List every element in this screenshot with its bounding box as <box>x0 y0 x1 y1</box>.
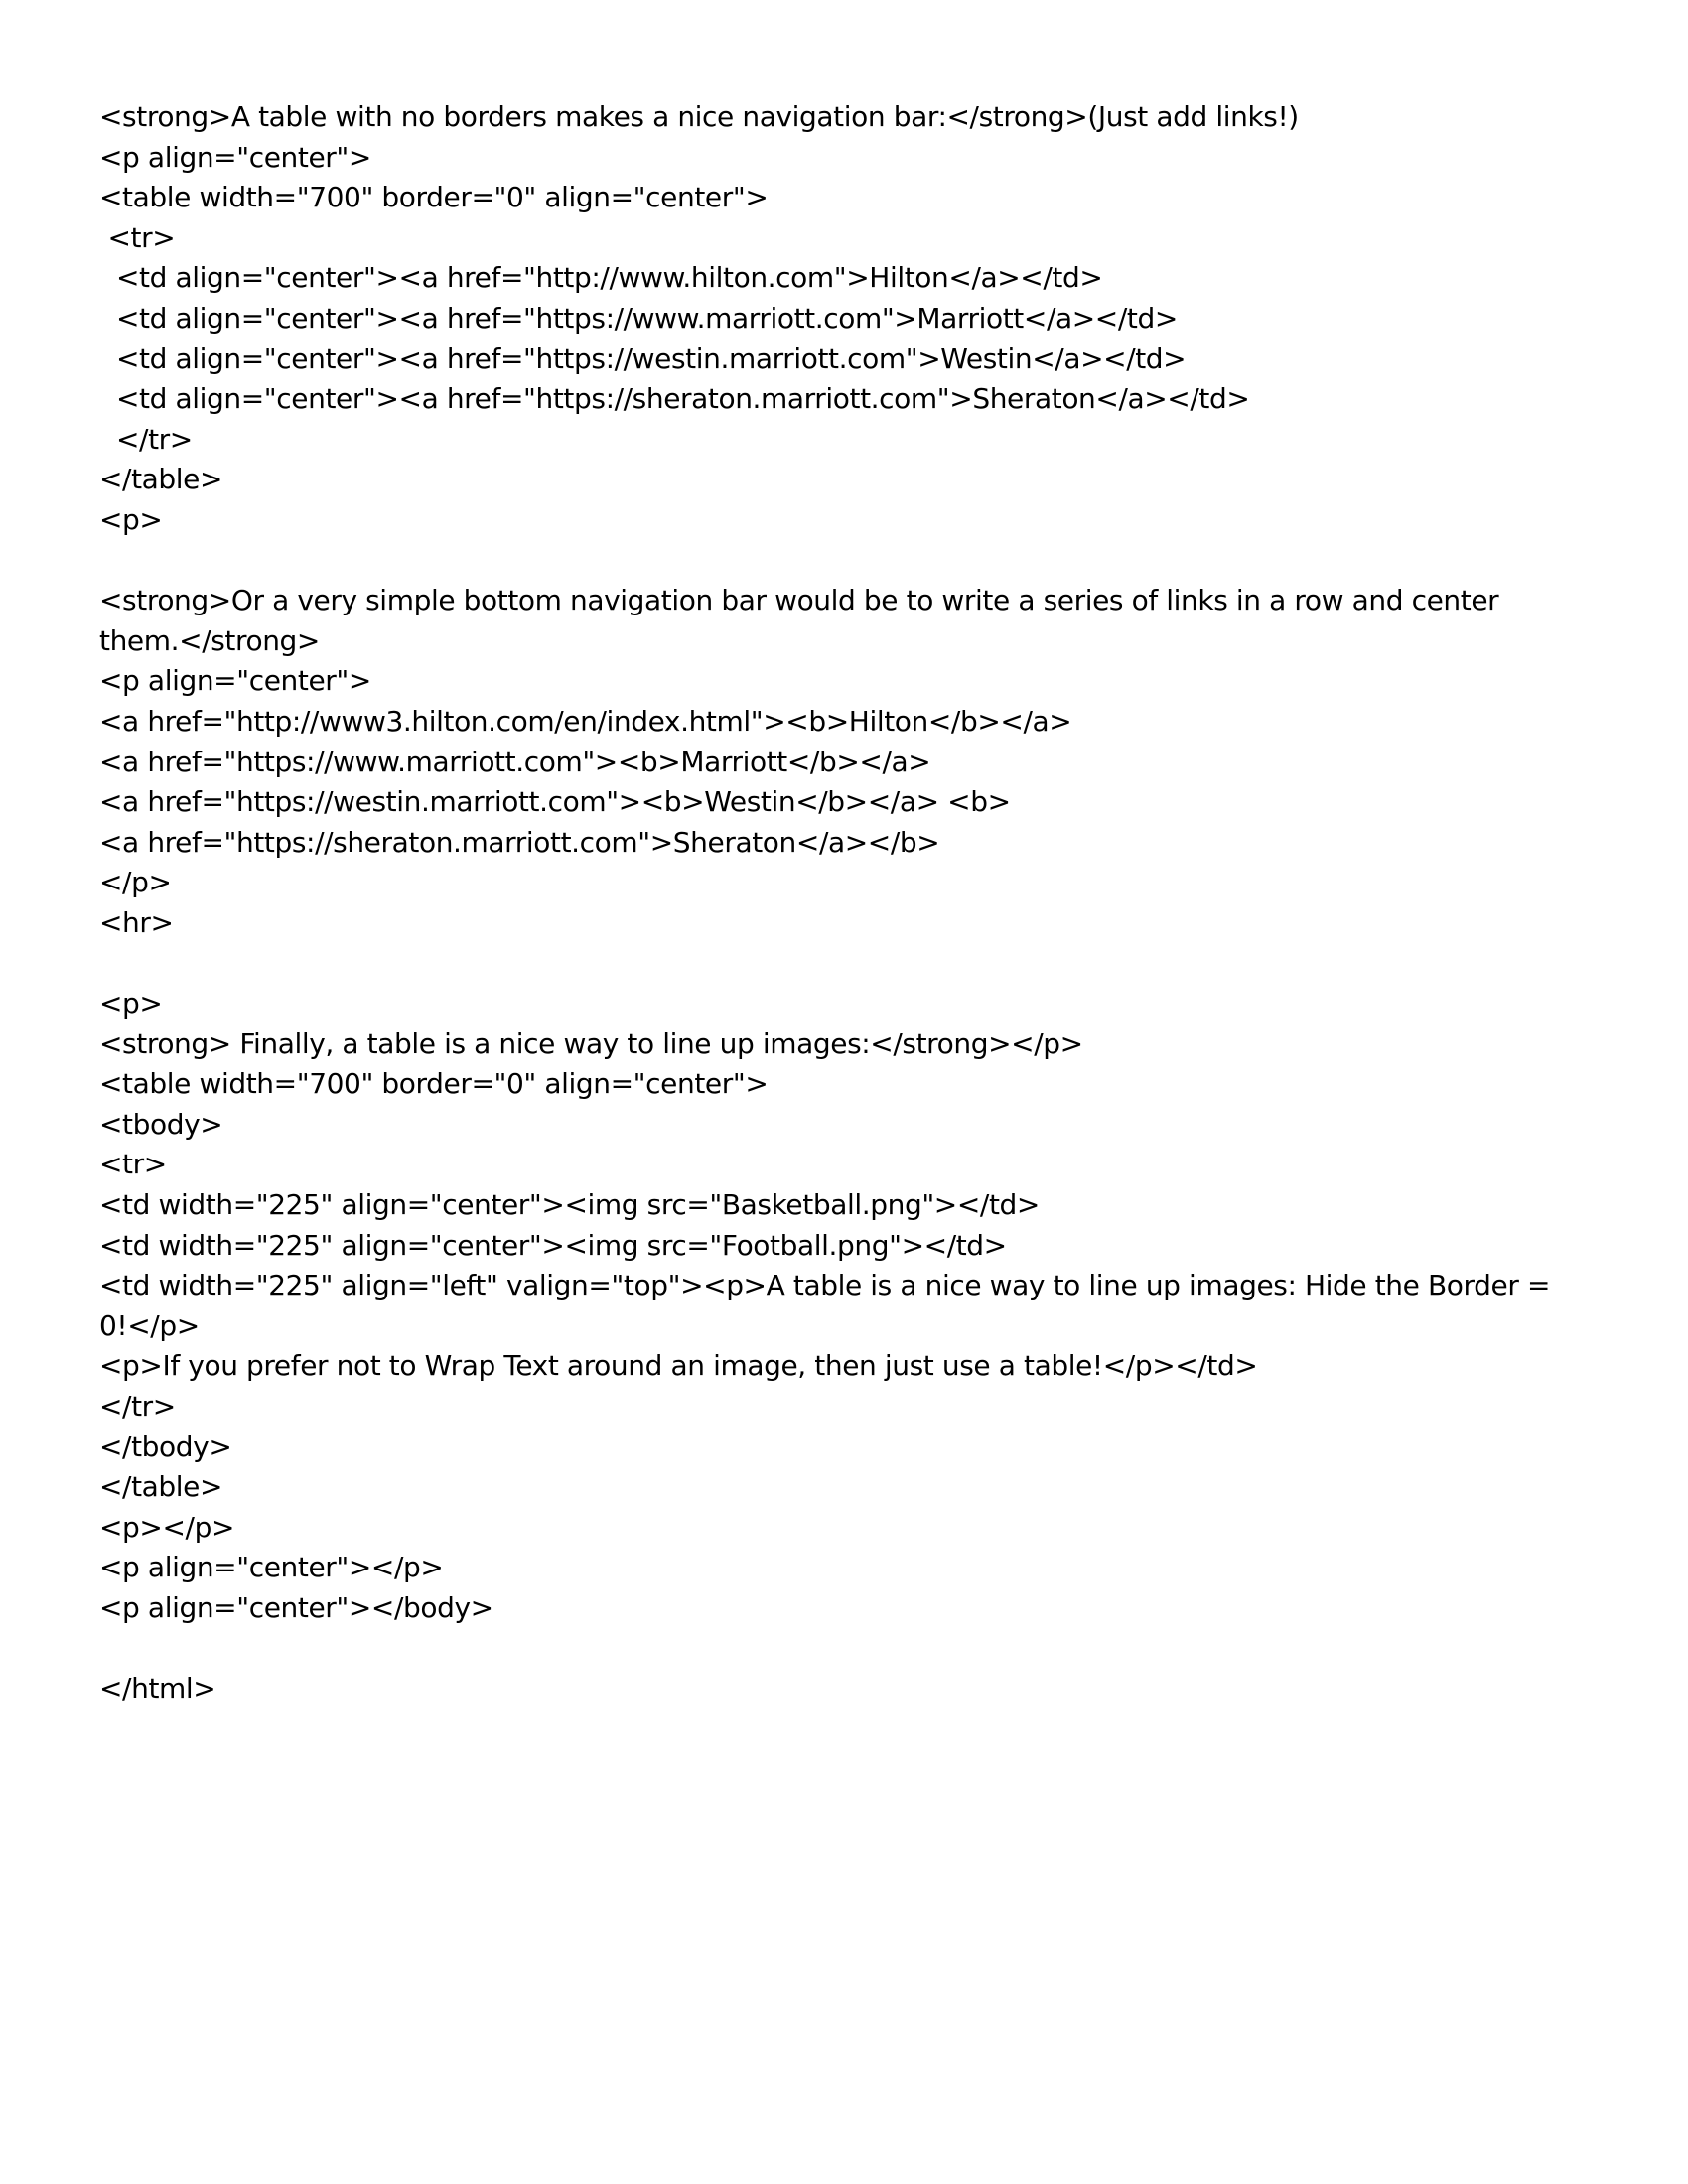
code-line-heading-images: <strong> Finally, a table is a nice way to line up images:</strong></p> <box>99 1026 1083 1060</box>
code-line: <p align="center"> <box>99 140 371 174</box>
code-line: <a href="https://www.marriott.com"><b>Marriott</b></a> <box>99 745 931 778</box>
code-line: <p align="center"></p> <box>99 1551 444 1584</box>
code-line: <tr> <box>99 220 176 254</box>
code-line: <p>If you prefer not to Wrap Text around an image, then just use a table!</p></td> <box>99 1349 1258 1383</box>
code-line: <p> <box>99 987 163 1021</box>
blank-line <box>99 943 1589 984</box>
code-line: </html> <box>99 1672 216 1706</box>
code-line: <table width="700" border="0" align="center"> <box>99 1067 769 1101</box>
code-line: </tr> <box>99 1390 176 1423</box>
code-line: <td width="225" align="center"><img src="Football.png"></td> <box>99 1228 1007 1262</box>
code-line: <td align="center"><a href="https://www.marriott.com">Marriott</a></td> <box>99 301 1178 335</box>
code-line: <tbody> <box>99 1107 223 1141</box>
code-line-heading-bottom-nav: <strong>Or a very simple bottom navigation bar would be to write a series of links in a row and center <box>99 584 1499 617</box>
code-line: <p></p> <box>99 1510 235 1544</box>
code-line: <p> <box>99 502 163 536</box>
code-line-heading-nav-bar: <strong>A table with no borders makes a nice navigation bar:</strong>(Just add links!) <box>99 100 1299 133</box>
code-line: </tbody> <box>99 1430 232 1463</box>
code-line: </table> <box>99 1470 223 1504</box>
code-line: <tr> <box>99 1148 167 1181</box>
blank-line <box>99 1629 1589 1670</box>
code-line: </p> <box>99 866 172 899</box>
code-line: <hr> <box>99 905 174 939</box>
code-line: <td align="center"><a href="https://westin.marriott.com">Westin</a></td> <box>99 341 1187 375</box>
code-line: <td align="center"><a href="https://sheraton.marriott.com">Sheraton</a></td> <box>99 382 1250 416</box>
code-line: <p align="center"></body> <box>99 1590 493 1624</box>
code-listing <box>99 97 1589 1709</box>
blank-line <box>99 541 1589 582</box>
code-line: </tr> <box>99 422 193 456</box>
code-line: <td align="center"><a href="http://www.hilton.com">Hilton</a></td> <box>99 261 1103 295</box>
code-line: <td width="225" align="center"><img src="Basketball.png"></td> <box>99 1188 1040 1222</box>
code-line: <td width="225" align="left" valign="top"><p>A table is a nice way to line up images: Hide the Border = <box>99 1269 1551 1302</box>
code-line: <p align="center"> <box>99 664 371 698</box>
code-line: 0!</p> <box>99 1308 200 1342</box>
code-line: <table width="700" border="0" align="center"> <box>99 181 769 214</box>
code-line: <a href="http://www3.hilton.com/en/index.html"><b>Hilton</b></a> <box>99 704 1072 738</box>
code-line: </table> <box>99 463 223 496</box>
code-line: <a href="https://westin.marriott.com"><b>Westin</b></a> <b> <box>99 785 1011 819</box>
code-line: <a href="https://sheraton.marriott.com">Sheraton</a></b> <box>99 825 940 859</box>
code-line: them.</strong> <box>99 623 320 657</box>
